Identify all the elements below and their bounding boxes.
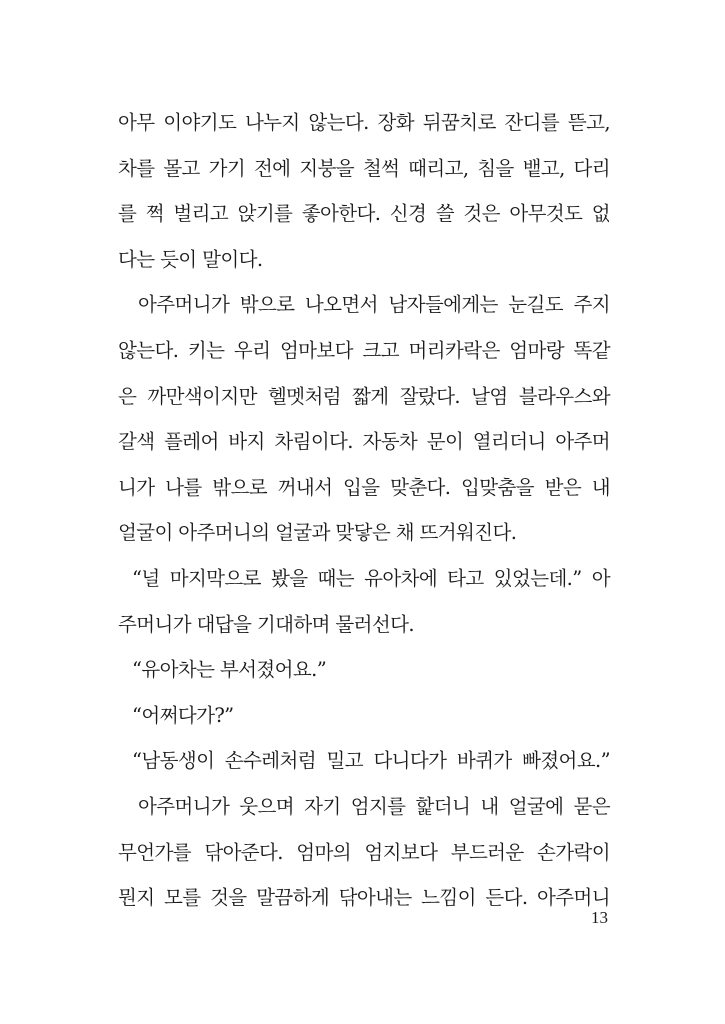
text-line: “어쩌다가?” <box>132 703 234 727</box>
body-text <box>118 100 610 921</box>
text-line: 주머니가 대답을 기대하며 물러선다. <box>118 612 414 636</box>
text-line: 차를 몰고 가기 전에 지붕을 철썩 때리고, 침을 뱉고, 다리 <box>118 156 610 180</box>
text-line: 아주머니가 밖으로 나오면서 남자들에게는 눈길도 주지 <box>138 293 610 317</box>
text-line: 무언가를 닦아준다. 엄마의 엄지보다 부드러운 손가락이 <box>118 840 610 864</box>
text-line: 니가 나를 밖으로 꺼내서 입을 맞춘다. 입맞춤을 받은 내 <box>118 475 610 499</box>
text-line: 다는 듯이 말이다. <box>118 247 263 271</box>
text-line: “널 마지막으로 봤을 때는 유아차에 타고 있었는데.” 아 <box>132 566 610 590</box>
page-number: 13 <box>591 908 608 927</box>
text-line: 를 쩍 벌리고 앉기를 좋아한다. 신경 쓸 것은 아무것도 없 <box>118 202 610 226</box>
text-line: 은 까만색이지만 헬멧처럼 짧게 잘랐다. 날염 블라우스와 <box>118 384 610 408</box>
text-line: “남동생이 손수레처럼 밀고 다니다가 바퀴가 빠졌어요.” <box>132 749 610 773</box>
text-line: 아무 이야기도 나누지 않는다. 장화 뒤꿈치로 잔디를 뜯고, <box>118 111 610 134</box>
text-line: 갈색 플레어 바지 차림이다. 자동차 문이 열리더니 아주머 <box>118 430 610 454</box>
text-line: 않는다. 키는 우리 엄마보다 크고 머리카락은 엄마랑 똑같 <box>118 338 610 362</box>
text-line: 뭔지 모를 것을 말끔하게 닦아내는 느낌이 든다. 아주머니 <box>118 886 610 910</box>
text-line: “유아차는 부서졌어요.” <box>132 658 327 682</box>
text-line: 아주머니가 웃으며 자기 엄지를 핥더니 내 얼굴에 묻은 <box>138 794 610 818</box>
text-line: 얼굴이 아주머니의 얼굴과 맞닿은 채 뜨거워진다. <box>118 521 517 545</box>
